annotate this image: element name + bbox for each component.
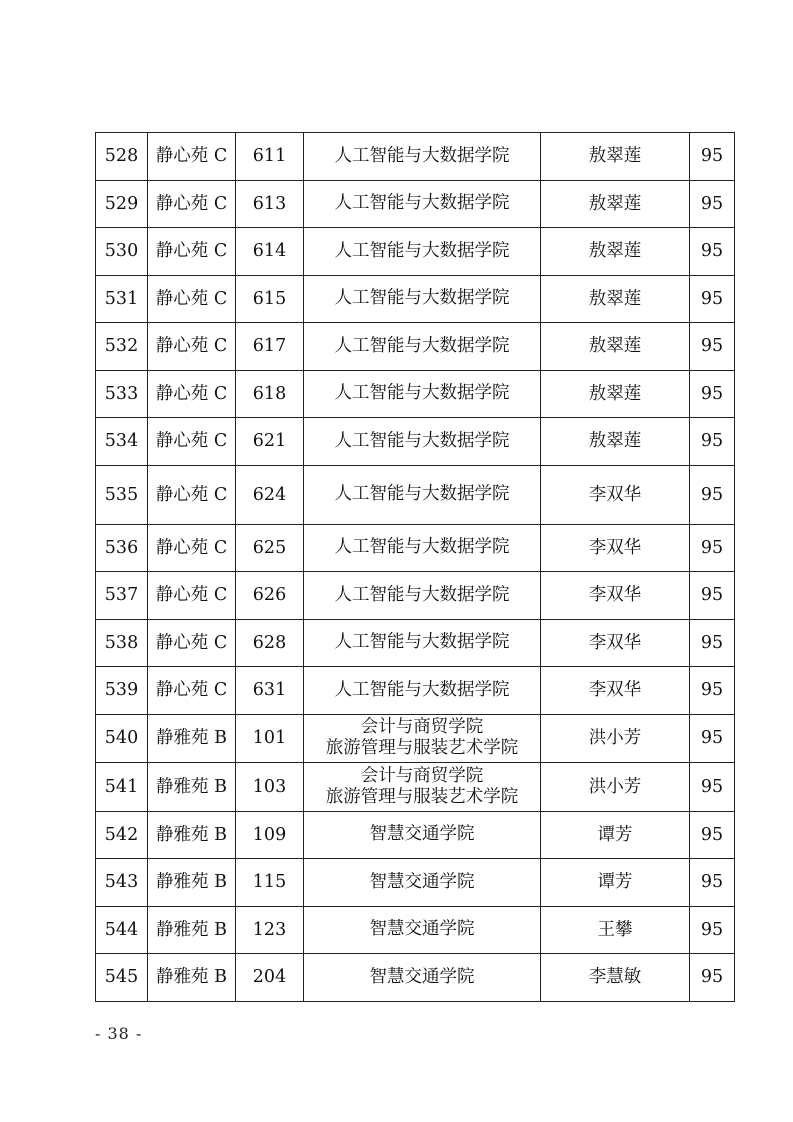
table-row (96, 619, 735, 667)
row-number-cell: 543 (96, 859, 148, 907)
row-number-cell: 535 (96, 465, 148, 524)
building-cell: 静心苑 C (148, 180, 236, 228)
college-name: 人工智能与大数据学院 (334, 383, 510, 404)
college-name: 人工智能与大数据学院 (334, 537, 510, 558)
college-name: 旅游管理与服装艺术学院 (325, 738, 519, 759)
college-name: 人工智能与大数据学院 (334, 240, 510, 261)
college-name: 智慧交通学院 (369, 871, 475, 892)
score-cell: 95 (690, 524, 735, 572)
college-cell (304, 763, 541, 812)
room-cell: 204 (236, 954, 304, 1002)
college-cell (304, 275, 541, 323)
row-number-cell: 528 (96, 133, 148, 181)
score-cell: 95 (690, 763, 735, 812)
row-number-cell: 530 (96, 228, 148, 276)
person-cell: 敖翠莲 (541, 323, 690, 371)
table-row (96, 763, 735, 812)
person-cell: 李双华 (541, 667, 690, 715)
score-cell: 95 (690, 418, 735, 466)
building-cell: 静心苑 C (148, 418, 236, 466)
college-name: 会计与商贸学院 (360, 765, 484, 786)
college-cell (304, 714, 541, 763)
table-row (96, 667, 735, 715)
person-cell: 敖翠莲 (541, 180, 690, 228)
person-cell: 洪小芳 (541, 714, 690, 763)
college-name: 人工智能与大数据学院 (334, 679, 510, 700)
table-row (96, 370, 735, 418)
score-cell: 95 (690, 180, 735, 228)
college-name: 旅游管理与服装艺术学院 (325, 786, 519, 807)
building-cell: 静心苑 C (148, 465, 236, 524)
person-cell: 李双华 (541, 524, 690, 572)
room-cell: 101 (236, 714, 304, 763)
person-cell: 洪小芳 (541, 763, 690, 812)
person-cell: 王攀 (541, 906, 690, 954)
score-cell: 95 (690, 275, 735, 323)
person-cell: 敖翠莲 (541, 228, 690, 276)
dormitory-table (95, 132, 735, 1002)
table-row (96, 180, 735, 228)
college-name: 人工智能与大数据学院 (334, 288, 510, 309)
row-number-cell: 532 (96, 323, 148, 371)
building-cell: 静心苑 C (148, 323, 236, 371)
room-cell: 618 (236, 370, 304, 418)
person-cell: 李双华 (541, 572, 690, 620)
college-name: 人工智能与大数据学院 (334, 484, 510, 504)
row-number-cell: 537 (96, 572, 148, 620)
score-cell: 95 (690, 228, 735, 276)
page-number: - 38 - (95, 1024, 143, 1043)
college-cell (304, 572, 541, 620)
building-cell: 静雅苑 B (148, 811, 236, 859)
college-cell (304, 465, 541, 524)
score-cell: 95 (690, 465, 735, 524)
building-cell: 静雅苑 B (148, 763, 236, 812)
row-number-cell: 544 (96, 906, 148, 954)
college-cell (304, 619, 541, 667)
person-cell: 敖翠莲 (541, 275, 690, 323)
college-name: 人工智能与大数据学院 (334, 193, 510, 214)
college-cell (304, 859, 541, 907)
table-row (96, 228, 735, 276)
row-number-cell: 529 (96, 180, 148, 228)
building-cell: 静心苑 C (148, 572, 236, 620)
person-cell: 谭芳 (541, 859, 690, 907)
table-row (96, 714, 735, 763)
score-cell: 95 (690, 811, 735, 859)
score-cell: 95 (690, 906, 735, 954)
person-cell: 李慧敏 (541, 954, 690, 1002)
room-cell: 625 (236, 524, 304, 572)
building-cell: 静雅苑 B (148, 906, 236, 954)
college-cell (304, 418, 541, 466)
row-number-cell: 541 (96, 763, 148, 812)
table-row (96, 859, 735, 907)
person-cell: 李双华 (541, 465, 690, 524)
row-number-cell: 536 (96, 524, 148, 572)
table-row (96, 811, 735, 859)
college-name: 人工智能与大数据学院 (334, 335, 510, 356)
score-cell: 95 (690, 619, 735, 667)
college-name: 智慧交通学院 (369, 919, 475, 940)
college-cell (304, 323, 541, 371)
room-cell: 103 (236, 763, 304, 812)
college-cell (304, 906, 541, 954)
building-cell: 静心苑 C (148, 275, 236, 323)
college-name: 人工智能与大数据学院 (334, 584, 510, 605)
college-cell (304, 228, 541, 276)
score-cell: 95 (690, 133, 735, 181)
college-name: 会计与商贸学院 (360, 717, 484, 738)
score-cell: 95 (690, 370, 735, 418)
building-cell: 静雅苑 B (148, 714, 236, 763)
building-cell: 静心苑 C (148, 524, 236, 572)
person-cell: 敖翠莲 (541, 133, 690, 181)
room-cell: 615 (236, 275, 304, 323)
building-cell: 静心苑 C (148, 619, 236, 667)
building-cell: 静心苑 C (148, 370, 236, 418)
row-number-cell: 534 (96, 418, 148, 466)
college-name: 智慧交通学院 (369, 966, 475, 987)
score-cell: 95 (690, 667, 735, 715)
room-cell: 109 (236, 811, 304, 859)
table-row (96, 906, 735, 954)
college-cell (304, 370, 541, 418)
room-cell: 115 (236, 859, 304, 907)
table-row (96, 418, 735, 466)
college-name: 人工智能与大数据学院 (334, 145, 510, 166)
table-row (96, 572, 735, 620)
building-cell: 静心苑 C (148, 228, 236, 276)
score-cell: 95 (690, 572, 735, 620)
college-name: 智慧交通学院 (369, 824, 475, 845)
score-cell: 95 (690, 714, 735, 763)
table-row (96, 275, 735, 323)
room-cell: 611 (236, 133, 304, 181)
table-body (96, 133, 735, 1002)
person-cell: 李双华 (541, 619, 690, 667)
row-number-cell: 542 (96, 811, 148, 859)
building-cell: 静心苑 C (148, 667, 236, 715)
college-cell (304, 180, 541, 228)
college-cell (304, 667, 541, 715)
room-cell: 631 (236, 667, 304, 715)
row-number-cell: 539 (96, 667, 148, 715)
table-row (96, 524, 735, 572)
person-cell: 谭芳 (541, 811, 690, 859)
row-number-cell: 545 (96, 954, 148, 1002)
college-cell (304, 954, 541, 1002)
table-row (96, 465, 735, 524)
building-cell: 静心苑 C (148, 133, 236, 181)
room-cell: 626 (236, 572, 304, 620)
building-cell: 静雅苑 B (148, 954, 236, 1002)
college-name: 人工智能与大数据学院 (334, 632, 510, 653)
score-cell: 95 (690, 954, 735, 1002)
row-number-cell: 540 (96, 714, 148, 763)
room-cell: 123 (236, 906, 304, 954)
score-cell: 95 (690, 323, 735, 371)
college-cell (304, 811, 541, 859)
room-cell: 614 (236, 228, 304, 276)
table-row (96, 323, 735, 371)
room-cell: 617 (236, 323, 304, 371)
room-cell: 624 (236, 465, 304, 524)
room-cell: 621 (236, 418, 304, 466)
table-row (96, 133, 735, 181)
room-cell: 628 (236, 619, 304, 667)
score-cell: 95 (690, 859, 735, 907)
room-cell: 613 (236, 180, 304, 228)
college-cell (304, 524, 541, 572)
college-cell (304, 133, 541, 181)
table-row (96, 954, 735, 1002)
row-number-cell: 533 (96, 370, 148, 418)
building-cell: 静雅苑 B (148, 859, 236, 907)
college-name: 人工智能与大数据学院 (334, 430, 510, 451)
row-number-cell: 538 (96, 619, 148, 667)
row-number-cell: 531 (96, 275, 148, 323)
person-cell: 敖翠莲 (541, 370, 690, 418)
person-cell: 敖翠莲 (541, 418, 690, 466)
